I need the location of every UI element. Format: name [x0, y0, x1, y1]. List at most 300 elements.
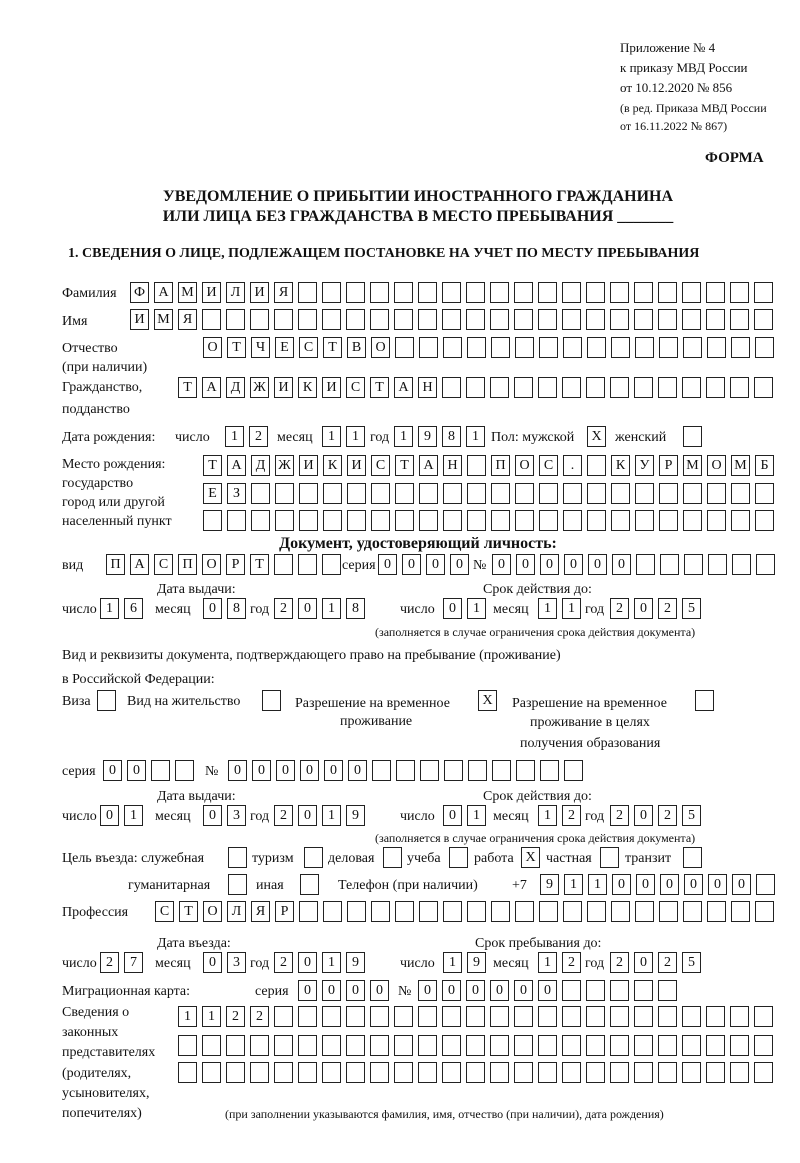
char-cell[interactable]: [731, 483, 750, 504]
char-cell[interactable]: Л: [226, 282, 245, 303]
char-cell[interactable]: 2: [562, 952, 581, 973]
char-cell[interactable]: [754, 1006, 773, 1027]
char-cell[interactable]: 1: [538, 805, 557, 826]
char-cell[interactable]: [586, 377, 605, 398]
char-cell[interactable]: [227, 510, 246, 531]
char-cell[interactable]: [658, 1035, 677, 1056]
char-cell[interactable]: [322, 282, 341, 303]
char-cell[interactable]: [395, 901, 414, 922]
char-cell[interactable]: Я: [274, 282, 293, 303]
char-cell[interactable]: [756, 874, 775, 895]
char-cell[interactable]: [346, 282, 365, 303]
char-cell[interactable]: Л: [227, 901, 246, 922]
char-cell[interactable]: [635, 483, 654, 504]
char-cell[interactable]: [707, 337, 726, 358]
char-cell[interactable]: [538, 1062, 557, 1083]
char-cell[interactable]: 0: [346, 980, 365, 1001]
char-cell[interactable]: Ж: [250, 377, 269, 398]
char-cell[interactable]: Т: [323, 337, 342, 358]
char-cell[interactable]: [442, 377, 461, 398]
char-cell[interactable]: [683, 510, 702, 531]
char-cell[interactable]: [442, 309, 461, 330]
char-cell[interactable]: 0: [516, 554, 535, 575]
char-cell[interactable]: [262, 690, 281, 711]
char-cell[interactable]: 0: [636, 874, 655, 895]
char-cell[interactable]: [394, 1035, 413, 1056]
char-cell[interactable]: С: [154, 554, 173, 575]
char-cell[interactable]: [683, 337, 702, 358]
char-cell[interactable]: [298, 282, 317, 303]
char-cell[interactable]: 0: [203, 598, 222, 619]
char-cell[interactable]: [706, 309, 725, 330]
char-cell[interactable]: [587, 455, 606, 476]
char-cell[interactable]: Д: [226, 377, 245, 398]
char-cell[interactable]: [706, 1035, 725, 1056]
char-cell[interactable]: [658, 980, 677, 1001]
char-cell[interactable]: [251, 483, 270, 504]
char-cell[interactable]: [492, 760, 511, 781]
char-cell[interactable]: [466, 1035, 485, 1056]
char-cell[interactable]: [586, 309, 605, 330]
char-cell[interactable]: [275, 483, 294, 504]
char-cell[interactable]: [300, 874, 319, 895]
char-cell[interactable]: [683, 847, 702, 868]
char-cell[interactable]: [274, 1062, 293, 1083]
char-cell[interactable]: 2: [610, 598, 629, 619]
char-cell[interactable]: К: [298, 377, 317, 398]
char-cell[interactable]: 3: [227, 805, 246, 826]
char-cell[interactable]: [586, 1035, 605, 1056]
char-cell[interactable]: [346, 309, 365, 330]
char-cell[interactable]: [754, 282, 773, 303]
char-cell[interactable]: [490, 309, 509, 330]
char-cell[interactable]: [251, 510, 270, 531]
char-cell[interactable]: 0: [348, 760, 367, 781]
char-cell[interactable]: [250, 1062, 269, 1083]
char-cell[interactable]: О: [707, 455, 726, 476]
char-cell[interactable]: [587, 483, 606, 504]
char-cell[interactable]: О: [203, 337, 222, 358]
char-cell[interactable]: С: [539, 455, 558, 476]
char-cell[interactable]: [707, 483, 726, 504]
char-cell[interactable]: 0: [540, 554, 559, 575]
char-cell[interactable]: [634, 980, 653, 1001]
char-cell[interactable]: [491, 510, 510, 531]
char-cell[interactable]: [636, 554, 655, 575]
char-cell[interactable]: [466, 1062, 485, 1083]
char-cell[interactable]: 0: [402, 554, 421, 575]
char-cell[interactable]: [515, 483, 534, 504]
char-cell[interactable]: 0: [418, 980, 437, 1001]
char-cell[interactable]: [370, 309, 389, 330]
char-cell[interactable]: [730, 1035, 749, 1056]
char-cell[interactable]: [611, 901, 630, 922]
char-cell[interactable]: [514, 1006, 533, 1027]
char-cell[interactable]: Т: [395, 455, 414, 476]
char-cell[interactable]: [322, 1006, 341, 1027]
char-cell[interactable]: 0: [634, 805, 653, 826]
char-cell[interactable]: [586, 282, 605, 303]
char-cell[interactable]: [347, 483, 366, 504]
char-cell[interactable]: Т: [179, 901, 198, 922]
char-cell[interactable]: [228, 874, 247, 895]
char-cell[interactable]: [418, 1062, 437, 1083]
char-cell[interactable]: [370, 1035, 389, 1056]
char-cell[interactable]: [538, 1006, 557, 1027]
char-cell[interactable]: [274, 554, 293, 575]
char-cell[interactable]: А: [154, 282, 173, 303]
char-cell[interactable]: [563, 337, 582, 358]
char-cell[interactable]: [611, 510, 630, 531]
char-cell[interactable]: [682, 282, 701, 303]
char-cell[interactable]: О: [203, 901, 222, 922]
char-cell[interactable]: [370, 282, 389, 303]
char-cell[interactable]: [299, 510, 318, 531]
char-cell[interactable]: С: [371, 455, 390, 476]
char-cell[interactable]: 0: [100, 805, 119, 826]
char-cell[interactable]: 0: [588, 554, 607, 575]
char-cell[interactable]: [442, 282, 461, 303]
char-cell[interactable]: 1: [322, 598, 341, 619]
char-cell[interactable]: [707, 901, 726, 922]
char-cell[interactable]: [514, 1035, 533, 1056]
char-cell[interactable]: [490, 282, 509, 303]
char-cell[interactable]: 1: [466, 426, 485, 447]
char-cell[interactable]: 2: [250, 1006, 269, 1027]
char-cell[interactable]: [754, 309, 773, 330]
char-cell[interactable]: [467, 510, 486, 531]
char-cell[interactable]: [490, 377, 509, 398]
char-cell[interactable]: [634, 309, 653, 330]
char-cell[interactable]: В: [347, 337, 366, 358]
char-cell[interactable]: Н: [418, 377, 437, 398]
char-cell[interactable]: У: [635, 455, 654, 476]
char-cell[interactable]: 1: [178, 1006, 197, 1027]
char-cell[interactable]: 0: [490, 980, 509, 1001]
char-cell[interactable]: [611, 337, 630, 358]
char-cell[interactable]: Т: [370, 377, 389, 398]
char-cell[interactable]: И: [130, 309, 149, 330]
char-cell[interactable]: [370, 1006, 389, 1027]
char-cell[interactable]: [539, 483, 558, 504]
char-cell[interactable]: 0: [103, 760, 122, 781]
char-cell[interactable]: [683, 426, 702, 447]
char-cell[interactable]: 0: [514, 980, 533, 1001]
char-cell[interactable]: 1: [564, 874, 583, 895]
char-cell[interactable]: [755, 901, 774, 922]
char-cell[interactable]: [151, 760, 170, 781]
char-cell[interactable]: 0: [203, 805, 222, 826]
char-cell[interactable]: [586, 1006, 605, 1027]
char-cell[interactable]: [491, 901, 510, 922]
char-cell[interactable]: [514, 309, 533, 330]
char-cell[interactable]: [322, 1035, 341, 1056]
char-cell[interactable]: [706, 377, 725, 398]
char-cell[interactable]: [538, 377, 557, 398]
char-cell[interactable]: [228, 847, 247, 868]
char-cell[interactable]: 1: [538, 598, 557, 619]
char-cell[interactable]: 9: [418, 426, 437, 447]
char-cell[interactable]: 1: [100, 598, 119, 619]
char-cell[interactable]: Ж: [275, 455, 294, 476]
char-cell[interactable]: К: [611, 455, 630, 476]
char-cell[interactable]: 0: [370, 980, 389, 1001]
char-cell[interactable]: 2: [274, 598, 293, 619]
char-cell[interactable]: К: [323, 455, 342, 476]
char-cell[interactable]: [178, 1062, 197, 1083]
char-cell[interactable]: П: [491, 455, 510, 476]
char-cell[interactable]: [466, 377, 485, 398]
char-cell[interactable]: [467, 901, 486, 922]
char-cell[interactable]: [634, 282, 653, 303]
char-cell[interactable]: Р: [226, 554, 245, 575]
char-cell[interactable]: 0: [612, 874, 631, 895]
char-cell[interactable]: [514, 282, 533, 303]
char-cell[interactable]: [755, 337, 774, 358]
char-cell[interactable]: 8: [442, 426, 461, 447]
char-cell[interactable]: [610, 309, 629, 330]
char-cell[interactable]: О: [515, 455, 534, 476]
char-cell[interactable]: 0: [660, 874, 679, 895]
char-cell[interactable]: М: [731, 455, 750, 476]
char-cell[interactable]: 1: [467, 598, 486, 619]
char-cell[interactable]: [490, 1035, 509, 1056]
char-cell[interactable]: 9: [467, 952, 486, 973]
char-cell[interactable]: [730, 377, 749, 398]
char-cell[interactable]: [610, 377, 629, 398]
char-cell[interactable]: [756, 554, 775, 575]
char-cell[interactable]: [730, 309, 749, 330]
char-cell[interactable]: [706, 1062, 725, 1083]
char-cell[interactable]: [419, 337, 438, 358]
char-cell[interactable]: 6: [124, 598, 143, 619]
char-cell[interactable]: [659, 901, 678, 922]
char-cell[interactable]: [323, 483, 342, 504]
char-cell[interactable]: [371, 483, 390, 504]
char-cell[interactable]: [443, 337, 462, 358]
char-cell[interactable]: 2: [658, 952, 677, 973]
char-cell[interactable]: [658, 377, 677, 398]
char-cell[interactable]: [274, 1035, 293, 1056]
char-cell[interactable]: [444, 760, 463, 781]
char-cell[interactable]: [322, 554, 341, 575]
char-cell[interactable]: 0: [634, 952, 653, 973]
char-cell[interactable]: [394, 1006, 413, 1027]
char-cell[interactable]: 1: [588, 874, 607, 895]
char-cell[interactable]: [346, 1035, 365, 1056]
char-cell[interactable]: [418, 1006, 437, 1027]
char-cell[interactable]: А: [394, 377, 413, 398]
char-cell[interactable]: Д: [251, 455, 270, 476]
char-cell[interactable]: 0: [732, 874, 751, 895]
char-cell[interactable]: [731, 337, 750, 358]
char-cell[interactable]: Р: [659, 455, 678, 476]
char-cell[interactable]: 0: [564, 554, 583, 575]
char-cell[interactable]: 0: [322, 980, 341, 1001]
char-cell[interactable]: [202, 1062, 221, 1083]
char-cell[interactable]: [562, 1006, 581, 1027]
char-cell[interactable]: .: [563, 455, 582, 476]
char-cell[interactable]: 2: [610, 805, 629, 826]
char-cell[interactable]: [563, 483, 582, 504]
char-cell[interactable]: [442, 1006, 461, 1027]
char-cell[interactable]: [682, 377, 701, 398]
char-cell[interactable]: 2: [274, 805, 293, 826]
char-cell[interactable]: [659, 510, 678, 531]
char-cell[interactable]: X: [478, 690, 497, 711]
char-cell[interactable]: [587, 901, 606, 922]
char-cell[interactable]: [298, 554, 317, 575]
char-cell[interactable]: [682, 309, 701, 330]
char-cell[interactable]: Т: [178, 377, 197, 398]
char-cell[interactable]: [610, 282, 629, 303]
char-cell[interactable]: 2: [274, 952, 293, 973]
char-cell[interactable]: [732, 554, 751, 575]
char-cell[interactable]: 0: [298, 598, 317, 619]
char-cell[interactable]: [730, 1006, 749, 1027]
char-cell[interactable]: [516, 760, 535, 781]
char-cell[interactable]: [515, 510, 534, 531]
char-cell[interactable]: [418, 282, 437, 303]
char-cell[interactable]: [443, 901, 462, 922]
char-cell[interactable]: [754, 1035, 773, 1056]
char-cell[interactable]: [467, 483, 486, 504]
char-cell[interactable]: [682, 1006, 701, 1027]
char-cell[interactable]: [562, 309, 581, 330]
char-cell[interactable]: 1: [322, 952, 341, 973]
char-cell[interactable]: 2: [100, 952, 119, 973]
char-cell[interactable]: 0: [298, 805, 317, 826]
char-cell[interactable]: [298, 309, 317, 330]
char-cell[interactable]: [706, 282, 725, 303]
char-cell[interactable]: Я: [251, 901, 270, 922]
char-cell[interactable]: Р: [275, 901, 294, 922]
char-cell[interactable]: [682, 1062, 701, 1083]
char-cell[interactable]: [562, 1062, 581, 1083]
char-cell[interactable]: [275, 510, 294, 531]
char-cell[interactable]: 9: [540, 874, 559, 895]
char-cell[interactable]: [347, 510, 366, 531]
char-cell[interactable]: [730, 1062, 749, 1083]
char-cell[interactable]: [394, 1062, 413, 1083]
char-cell[interactable]: [394, 309, 413, 330]
char-cell[interactable]: [707, 510, 726, 531]
char-cell[interactable]: 1: [538, 952, 557, 973]
char-cell[interactable]: [562, 282, 581, 303]
char-cell[interactable]: 0: [538, 980, 557, 1001]
char-cell[interactable]: [395, 483, 414, 504]
char-cell[interactable]: [515, 337, 534, 358]
char-cell[interactable]: [490, 1006, 509, 1027]
char-cell[interactable]: [322, 1062, 341, 1083]
char-cell[interactable]: [322, 309, 341, 330]
char-cell[interactable]: [443, 483, 462, 504]
char-cell[interactable]: [695, 690, 714, 711]
char-cell[interactable]: 1: [394, 426, 413, 447]
char-cell[interactable]: [610, 980, 629, 1001]
char-cell[interactable]: 0: [426, 554, 445, 575]
char-cell[interactable]: [202, 1035, 221, 1056]
char-cell[interactable]: [562, 1035, 581, 1056]
char-cell[interactable]: С: [346, 377, 365, 398]
char-cell[interactable]: [226, 309, 245, 330]
char-cell[interactable]: Е: [275, 337, 294, 358]
char-cell[interactable]: [634, 1006, 653, 1027]
char-cell[interactable]: 1: [225, 426, 244, 447]
char-cell[interactable]: [563, 901, 582, 922]
char-cell[interactable]: [97, 690, 116, 711]
char-cell[interactable]: [274, 1006, 293, 1027]
char-cell[interactable]: 0: [378, 554, 397, 575]
char-cell[interactable]: [419, 510, 438, 531]
char-cell[interactable]: Я: [178, 309, 197, 330]
char-cell[interactable]: 0: [612, 554, 631, 575]
char-cell[interactable]: [538, 309, 557, 330]
char-cell[interactable]: М: [154, 309, 173, 330]
char-cell[interactable]: [684, 554, 703, 575]
char-cell[interactable]: 9: [346, 952, 365, 973]
char-cell[interactable]: 5: [682, 598, 701, 619]
char-cell[interactable]: 1: [562, 598, 581, 619]
char-cell[interactable]: 1: [322, 426, 341, 447]
char-cell[interactable]: И: [347, 455, 366, 476]
char-cell[interactable]: 0: [300, 760, 319, 781]
char-cell[interactable]: И: [322, 377, 341, 398]
char-cell[interactable]: Т: [250, 554, 269, 575]
char-cell[interactable]: И: [299, 455, 318, 476]
char-cell[interactable]: [755, 510, 774, 531]
char-cell[interactable]: 2: [226, 1006, 245, 1027]
char-cell[interactable]: [610, 1035, 629, 1056]
char-cell[interactable]: [442, 1035, 461, 1056]
char-cell[interactable]: [755, 483, 774, 504]
char-cell[interactable]: [419, 483, 438, 504]
char-cell[interactable]: [467, 337, 486, 358]
char-cell[interactable]: [442, 1062, 461, 1083]
char-cell[interactable]: 2: [658, 805, 677, 826]
char-cell[interactable]: [395, 510, 414, 531]
char-cell[interactable]: [610, 1006, 629, 1027]
char-cell[interactable]: 5: [682, 805, 701, 826]
char-cell[interactable]: [659, 337, 678, 358]
char-cell[interactable]: [449, 847, 468, 868]
char-cell[interactable]: [418, 1035, 437, 1056]
char-cell[interactable]: 0: [276, 760, 295, 781]
char-cell[interactable]: [634, 377, 653, 398]
char-cell[interactable]: [754, 1062, 773, 1083]
char-cell[interactable]: [468, 760, 487, 781]
char-cell[interactable]: 2: [610, 952, 629, 973]
char-cell[interactable]: [586, 1062, 605, 1083]
char-cell[interactable]: [490, 1062, 509, 1083]
char-cell[interactable]: [323, 510, 342, 531]
char-cell[interactable]: [635, 337, 654, 358]
char-cell[interactable]: 0: [634, 598, 653, 619]
char-cell[interactable]: 8: [227, 598, 246, 619]
char-cell[interactable]: [706, 1006, 725, 1027]
char-cell[interactable]: [610, 1062, 629, 1083]
char-cell[interactable]: [323, 901, 342, 922]
char-cell[interactable]: [396, 760, 415, 781]
char-cell[interactable]: 0: [708, 874, 727, 895]
char-cell[interactable]: М: [178, 282, 197, 303]
char-cell[interactable]: А: [202, 377, 221, 398]
char-cell[interactable]: 5: [682, 952, 701, 973]
char-cell[interactable]: [304, 847, 323, 868]
char-cell[interactable]: [346, 1006, 365, 1027]
char-cell[interactable]: Ч: [251, 337, 270, 358]
char-cell[interactable]: [562, 980, 581, 1001]
